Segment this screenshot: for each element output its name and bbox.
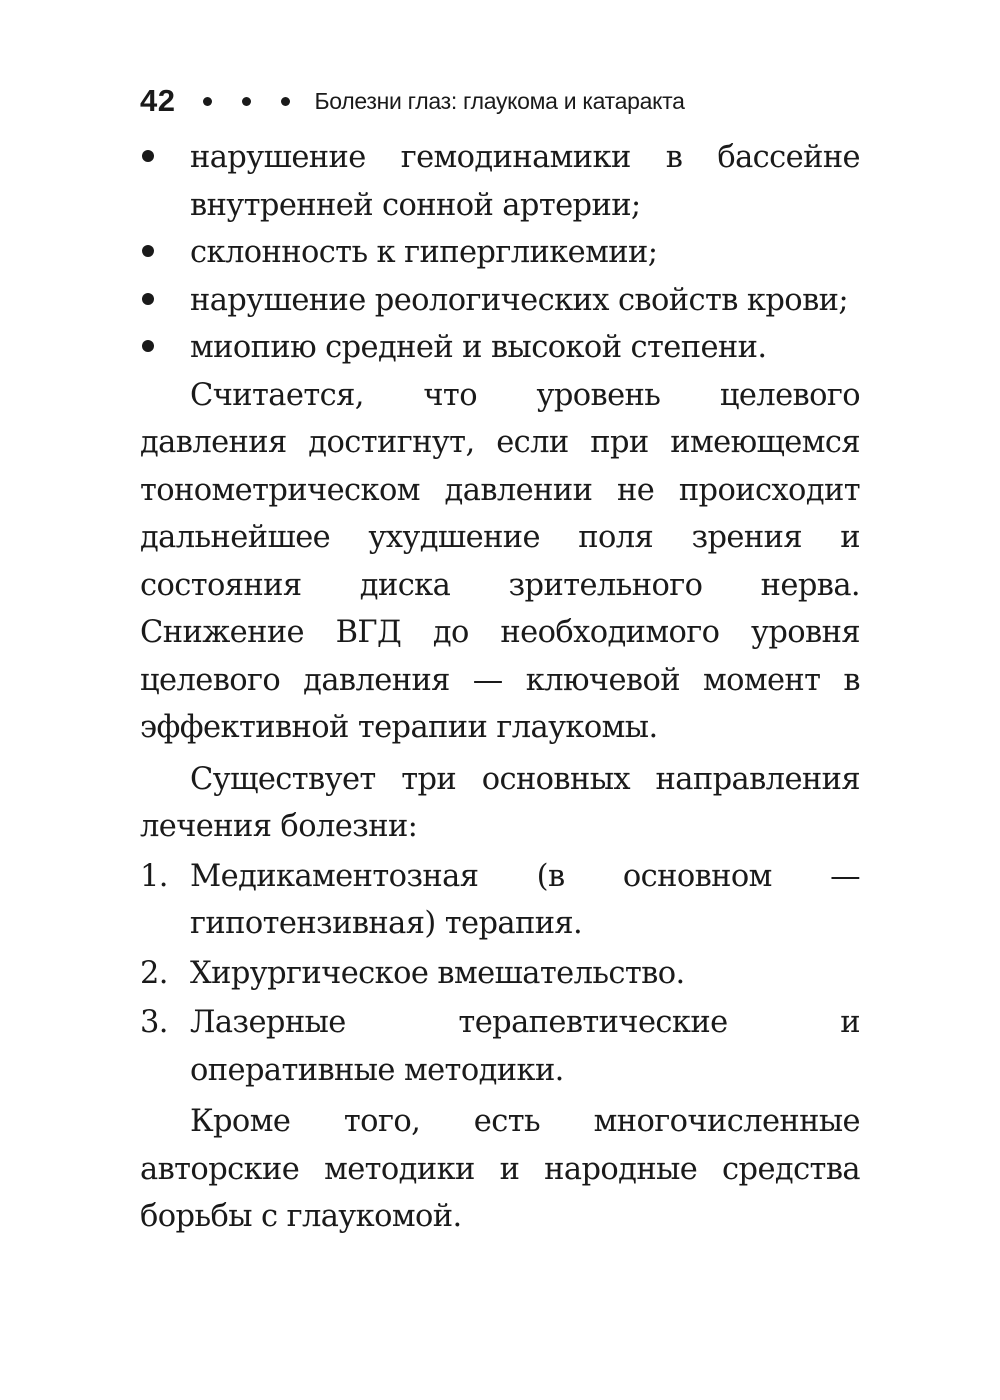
list-item xyxy=(140,324,860,372)
running-head-title: Болезни глаз: глаукома и катаракта xyxy=(314,87,685,114)
dot-icon xyxy=(203,97,212,106)
bullet-list xyxy=(140,134,860,372)
bullet-icon xyxy=(140,277,190,325)
page-number: 42 xyxy=(140,83,176,118)
bullet-icon xyxy=(140,134,190,229)
dot-icon xyxy=(281,97,290,106)
list-item xyxy=(140,277,860,325)
list-item xyxy=(140,229,860,277)
bullet-icon xyxy=(140,324,190,372)
numbered-list xyxy=(140,853,860,1095)
numbered-item-text: Медикаментозная (в основном — гипотензивная) терапия. xyxy=(190,858,860,941)
list-item-text: миопию средней и высокой степени. xyxy=(190,330,767,365)
list-item-text: нарушение реологических свойств крови; xyxy=(190,282,849,318)
list-item-text: склонность к гипергликемии; xyxy=(190,235,658,270)
numbered-item xyxy=(140,853,860,948)
numbered-item xyxy=(140,999,860,1094)
list-item-text: нарушение гемодинамики в бассейне внутренней сонной артерии; xyxy=(190,140,860,223)
list-item xyxy=(140,134,860,229)
numbered-item-text: Лазерные терапевтические и оперативные методики. xyxy=(190,1005,860,1088)
bullet-icon xyxy=(140,229,190,277)
book-page xyxy=(140,78,860,1241)
paragraph-other-methods: Кроме того, есть многочисленные авторские методики и народные средства борьбы с глаукомой. xyxy=(140,1104,860,1234)
paragraph-treatment-directions: Существует три основных направления лечения болезни: xyxy=(140,761,860,844)
paragraph-target-pressure: Считается, что уровень целевого давления достигнут, если при имеющемся тонометрическом давлении не происходит дальнейшее ухудшение поля зрения и состояния диска зрительного нерва. Снижение ВГД до необходимого уровня целевого давления — ключевой момент в эффективной терапии глаукомы. xyxy=(140,377,860,745)
numbered-item-text: Хирургическое вмешательство. xyxy=(190,955,685,991)
item-number: 3. xyxy=(140,1005,168,1040)
numbered-item xyxy=(140,950,860,998)
item-number: 2. xyxy=(140,955,168,991)
running-head xyxy=(140,78,860,124)
dot-icon xyxy=(242,97,251,106)
item-number: 1. xyxy=(140,858,168,894)
page-body xyxy=(140,134,860,1241)
header-dots-ornament xyxy=(203,97,290,106)
